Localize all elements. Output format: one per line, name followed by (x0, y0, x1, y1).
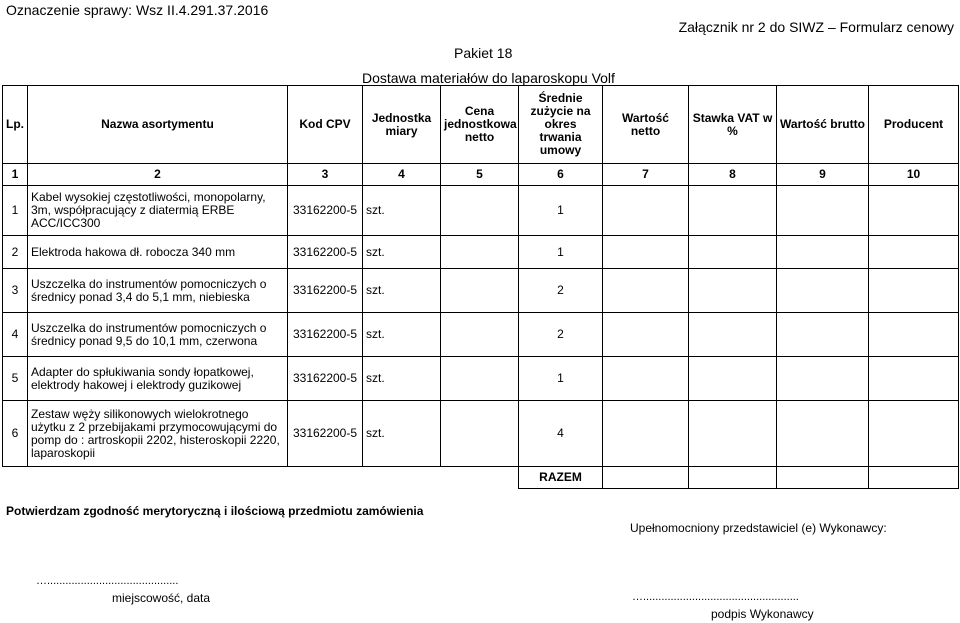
column-number-row (3, 164, 959, 186)
place-date-label: miejscowość, data (112, 591, 211, 605)
row-lp: 6 (3, 401, 28, 467)
col-number: 2 (28, 164, 288, 186)
row-producer (869, 236, 959, 269)
row-unit-price (441, 186, 519, 236)
total-label: RAZEM (519, 467, 603, 489)
row-lp: 4 (3, 313, 28, 357)
col-vat: Stawka VAT w % (689, 86, 777, 164)
row-net-value (603, 357, 689, 401)
row-qty: 2 (519, 269, 603, 313)
row-vat (689, 186, 777, 236)
col-number: 9 (777, 164, 869, 186)
col-number: 10 (869, 164, 959, 186)
row-cpv: 33162200-5 (288, 401, 363, 467)
row-name: Uszczelka do instrumentów pomocniczych o średnicy ponad 9,5 do 10,1 mm, czerwona (28, 313, 288, 357)
case-number: Oznaczenie sprawy: Wsz II.4.291.37.2016 (6, 2, 269, 18)
row-gross-value (777, 186, 869, 236)
signature-line: …................................................... (632, 591, 799, 603)
table-row (3, 401, 959, 467)
row-cpv: 33162200-5 (288, 269, 363, 313)
row-net-value (603, 269, 689, 313)
price-table (2, 85, 959, 489)
row-producer (869, 401, 959, 467)
total-gross-value (777, 467, 869, 489)
row-unit: szt. (363, 186, 441, 236)
row-unit-price (441, 269, 519, 313)
row-unit: szt. (363, 313, 441, 357)
authorized-representative: Upełnomocniony przedstawiciel (e) Wykonawcy: (630, 521, 887, 535)
col-name: Nazwa asortymentu (28, 86, 288, 164)
row-name: Zestaw węży silikonowych wielokrotnego użytku z 2 przebijakami przymocowującymi do pomp do : artroskopii 2202, histeroskopii 2220, laparoskopii (28, 401, 288, 467)
row-lp: 1 (3, 186, 28, 236)
row-producer (869, 357, 959, 401)
row-lp: 2 (3, 236, 28, 269)
signature-label: podpis Wykonawcy (711, 607, 814, 621)
row-producer (869, 186, 959, 236)
row-cpv: 33162200-5 (288, 236, 363, 269)
row-name: Elektroda hakowa dł. robocza 340 mm (28, 236, 288, 269)
col-lp: Lp. (3, 86, 28, 164)
col-number: 6 (519, 164, 603, 186)
total-vat (689, 467, 777, 489)
row-unit-price (441, 313, 519, 357)
col-unit: Jednostka miary (363, 86, 441, 164)
row-qty: 1 (519, 236, 603, 269)
row-gross-value (777, 236, 869, 269)
header-row (3, 86, 959, 164)
row-producer (869, 313, 959, 357)
row-qty: 1 (519, 357, 603, 401)
row-unit: szt. (363, 357, 441, 401)
row-net-value (603, 313, 689, 357)
row-cpv: 33162200-5 (288, 313, 363, 357)
row-gross-value (777, 313, 869, 357)
col-net-value: Wartość netto (603, 86, 689, 164)
col-number: 5 (441, 164, 519, 186)
row-vat (689, 357, 777, 401)
col-producer: Producent (869, 86, 959, 164)
row-unit: szt. (363, 269, 441, 313)
annex-title: Załącznik nr 2 do SIWZ – Formularz cenowy (678, 19, 954, 35)
row-vat (689, 401, 777, 467)
row-qty: 4 (519, 401, 603, 467)
delivery-title: Dostawa materiałów do laparoskopu Volf (362, 70, 615, 86)
table-row (3, 269, 959, 313)
total-net-value (603, 467, 689, 489)
row-lp: 3 (3, 269, 28, 313)
row-gross-value (777, 357, 869, 401)
package-title: Pakiet 18 (454, 45, 513, 61)
row-cpv: 33162200-5 (288, 357, 363, 401)
row-unit-price (441, 236, 519, 269)
row-name: Uszczelka do instrumentów pomocniczych o średnicy ponad 3,4 do 5,1 mm, niebieska (28, 269, 288, 313)
row-producer (869, 269, 959, 313)
col-number: 3 (288, 164, 363, 186)
row-name: Adapter do spłukiwania sondy łopatkowej, elektrody hakowej i elektrody guzikowej (28, 357, 288, 401)
table-row (3, 236, 959, 269)
row-unit: szt. (363, 401, 441, 467)
col-unit-price: Cena jednostkowa netto (441, 86, 519, 164)
col-cpv: Kod CPV (288, 86, 363, 164)
col-number: 1 (3, 164, 28, 186)
row-net-value (603, 236, 689, 269)
total-row (3, 467, 959, 489)
row-unit-price (441, 357, 519, 401)
row-name: Kabel wysokiej częstotliwości, monopolarny, 3m, współpracujący z diatermią ERBE ACC/ICC300 (28, 186, 288, 236)
confirmation-text: Potwierdzam zgodność merytoryczną i ilościową przedmiotu zamówienia (6, 504, 424, 518)
row-gross-value (777, 401, 869, 467)
row-qty: 2 (519, 313, 603, 357)
table-row (3, 357, 959, 401)
row-vat (689, 313, 777, 357)
col-gross-value: Wartość brutto (777, 86, 869, 164)
row-unit: szt. (363, 236, 441, 269)
row-net-value (603, 401, 689, 467)
table-row (3, 313, 959, 357)
row-gross-value (777, 269, 869, 313)
row-qty: 1 (519, 186, 603, 236)
row-vat (689, 269, 777, 313)
row-vat (689, 236, 777, 269)
col-number: 8 (689, 164, 777, 186)
col-avg-usage: Średnie zużycie na okres trwania umowy (519, 86, 603, 164)
row-cpv: 33162200-5 (288, 186, 363, 236)
row-lp: 5 (3, 357, 28, 401)
col-number: 7 (603, 164, 689, 186)
place-date-line: …........................................... (36, 575, 179, 587)
table-row (3, 186, 959, 236)
row-unit-price (441, 401, 519, 467)
col-number: 4 (363, 164, 441, 186)
total-spacer (3, 467, 519, 489)
row-net-value (603, 186, 689, 236)
total-producer (869, 467, 959, 489)
